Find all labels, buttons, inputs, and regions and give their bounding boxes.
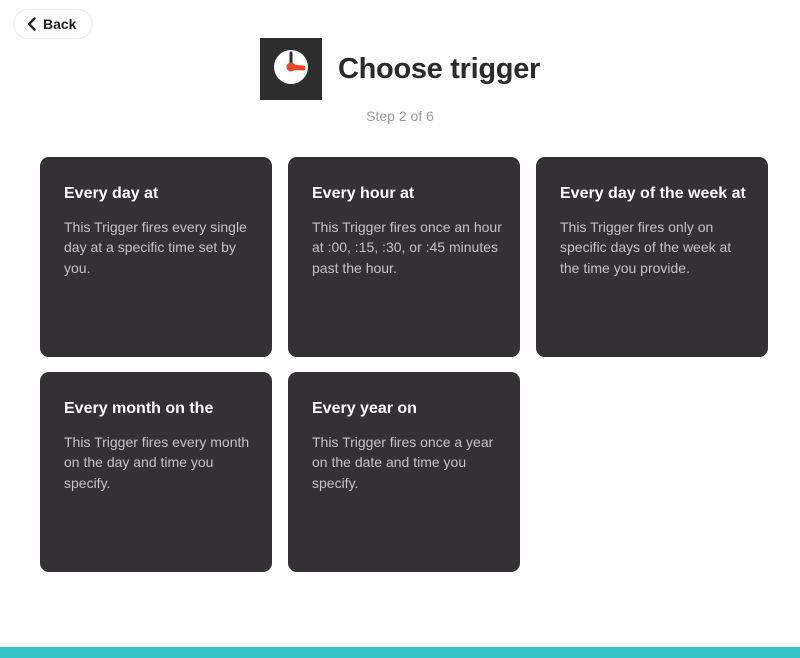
back-button-label: Back <box>43 16 77 32</box>
trigger-card-description: This Trigger fires once a year on the date and time you specify. <box>312 434 494 491</box>
trigger-card-description: This Trigger fires every month on the day and time you specify. <box>64 434 250 491</box>
trigger-card-title: Every year on <box>312 400 417 417</box>
header <box>0 38 800 100</box>
trigger-card[interactable] <box>536 157 768 357</box>
chevron-left-icon <box>27 17 36 31</box>
trigger-card-title: Every hour at <box>312 185 415 202</box>
trigger-card-description: This Trigger fires only on specific days of the week at the time you provide. <box>560 219 732 276</box>
trigger-grid <box>40 157 768 572</box>
page-title: Choose trigger <box>337 52 541 85</box>
back-button[interactable] <box>13 9 93 39</box>
trigger-card[interactable] <box>288 157 520 357</box>
trigger-card[interactable] <box>288 372 520 572</box>
footer-accent-bar <box>0 647 800 658</box>
trigger-card-title: Every day at <box>64 185 159 202</box>
trigger-card-title: Every day of the week at <box>560 185 746 202</box>
step-indicator: Step 2 of 6 <box>366 108 434 124</box>
trigger-card[interactable] <box>40 157 272 357</box>
date-time-service-tile <box>260 38 322 100</box>
trigger-card-title: Every month on the <box>64 400 214 417</box>
trigger-card[interactable] <box>40 372 272 572</box>
clock-icon <box>260 87 322 104</box>
trigger-card-description: This Trigger fires once an hour at :00, :15, :30, or :45 minutes past the hour. <box>312 219 502 276</box>
trigger-card-description: This Trigger fires every single day at a specific time set by you. <box>64 219 247 276</box>
